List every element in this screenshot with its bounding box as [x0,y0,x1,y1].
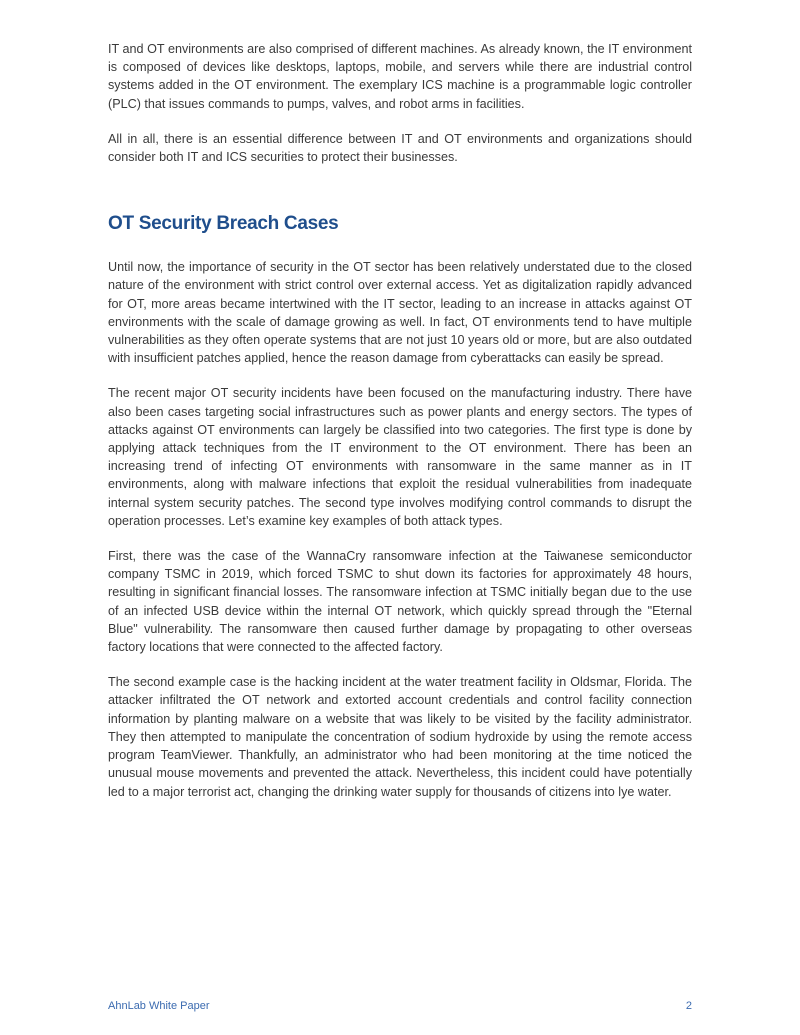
footer-brand: AhnLab White Paper [108,1000,210,1012]
section-heading: OT Security Breach Cases [108,213,339,235]
intro-paragraph-2: All in all, there is an essential difference between IT and OT environments and organizations should consider both IT and ICS securities to protect their businesses. [108,131,692,165]
section-paragraph-3: First, there was the case of the WannaCry ransomware infection at the Taiwanese semiconductor company TSMC in 2019, which forced TSMC to shut down its factories for approximately 48 hours, resulting in significant financial losses. The ransomware infection at TSMC initially began due to the use of an infected USB device within the internal OT network, which quickly spread through the "Eternal Blue" vulnerability. The ransomware then caused further damage by propagating to other overseas factory locations that were connected to the affected factory. [108,549,692,655]
section-paragraph-1: Until now, the importance of security in the OT sector has been relatively understated due to the closed nature of the environment with strict control over external access. Yet as digitalization rapidly advanced for OT, more areas became intertwined with the IT sector, leading to an increase in attacks against OT environments with the scale of damage growing as well. In fact, OT environments tend to have multiple vulnerabilities as they often operate systems that are not just 10 years old or more, but are also outdated with insufficient patches applied, hence the reason damage from cyberattacks can easily be spread. [108,260,692,366]
page-number: 2 [685,1000,692,1012]
document-page [108,40,692,818]
section-paragraph-4: The second example case is the hacking incident at the water treatment facility in Oldsmar, Florida. The attacker infiltrated the OT network and extorted account credentials and control facility connection information by planting malware on a website that was likely to be visited by the facility administrator. They then attempted to manipulate the concentration of sodium hydroxide by using the remote access program TeamViewer. Thankfully, an administrator who had been monitoring at the time noticed the unusual mouse movements and prevented the attack. Nevertheless, this incident could have potentially led to a major terrorist act, changing the drinking water supply for thousands of citizens into lye water. [108,675,692,799]
section-paragraph-2: The recent major OT security incidents have been focused on the manufacturing industry. There have also been cases targeting social infrastructures such as power plants and energy sectors. The types of attacks against OT environments can largely be classified into two categories. The first type is done by applying attack techniques from the IT environment to the OT environment. There has been an increasing trend of infecting OT environments with ransomware in the same manner as in IT environments, along with malware infections that exploit the residual vulnerabilities from inadequate internal system security patches. The second type involves modifying control commands to disrupt the operation processes. Let’s examine key examples of both attack types. [108,386,692,528]
intro-paragraph-1: IT and OT environments are also comprised of different machines. As already known, the IT environment is composed of devices like desktops, laptops, mobile, and servers while there are industrial control systems added in the OT environment. The exemplary ICS machine is a programmable logic controller (PLC) that issues commands to pumps, valves, and robot arms in facilities. [108,42,692,111]
